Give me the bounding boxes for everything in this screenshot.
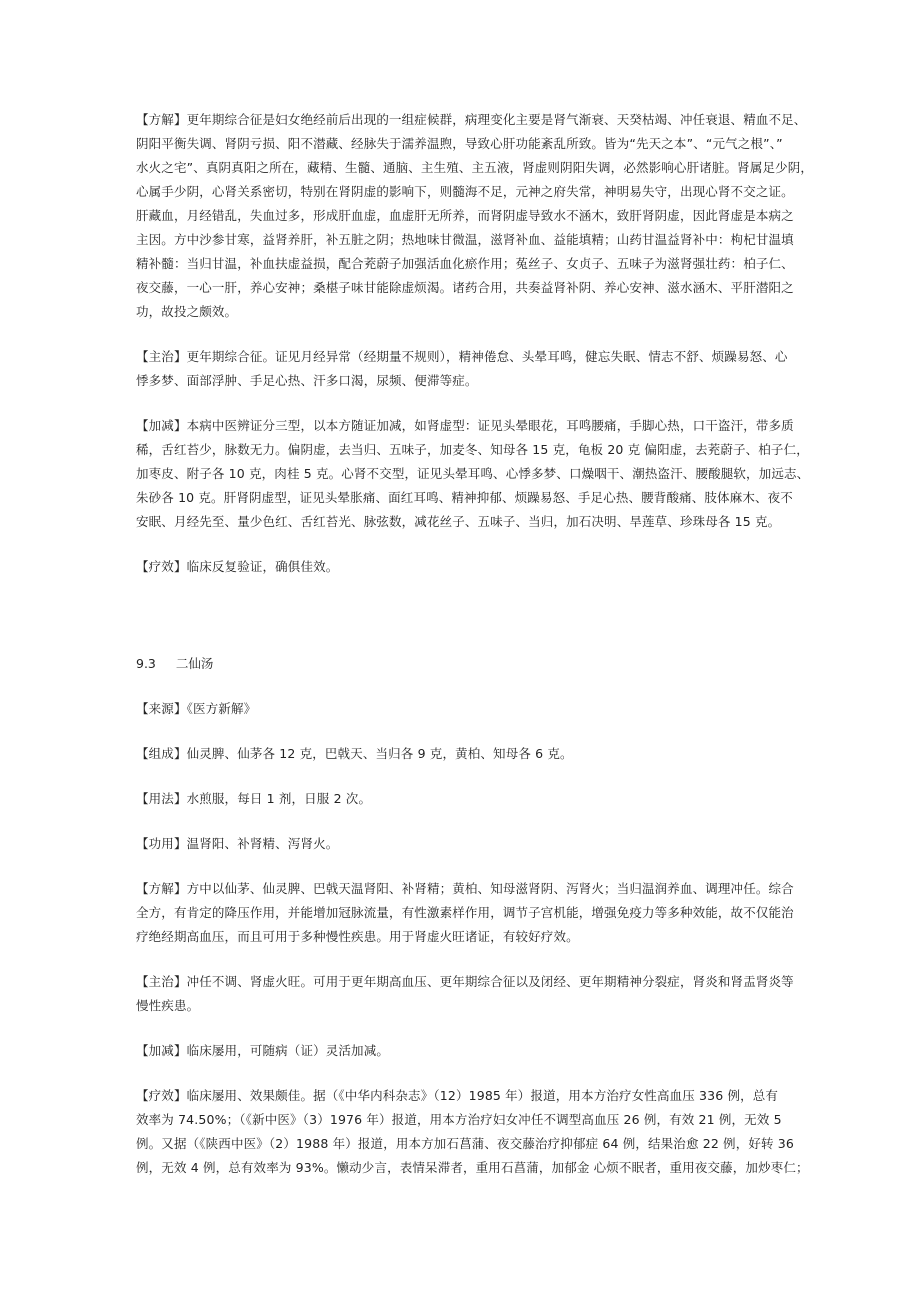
paragraph-line: 【加减】本病中医辨证分三型，以本方随证加减，如肾虚型：证见头晕眼花，耳鸣腰痛，手脚心热，口干盗汗，带多质 — [136, 418, 794, 433]
paragraph-line: 【组成】仙灵脾、仙茅各 12 克，巴戟天、当归各 9 克，黄柏、知母各 6 克。 — [136, 746, 573, 761]
paragraph-line: 【疗效】临床反复验证，确俱佳效。 — [136, 559, 339, 574]
paragraph-line: 心属手少阴，心肾关系密切，特别在肾阴虚的影响下，则髓海不足，元神之府失常，神明易失守，出现心肾不交之证。 — [136, 184, 794, 199]
paragraph-jiajian-1 — [136, 414, 810, 534]
paragraph-line: 【用法】水煎服，每日 1 剂，日服 2 次。 — [136, 791, 372, 806]
paragraph-zucheng — [136, 742, 796, 766]
paragraph-line: 夜交藤，一心一肝，养心安神；桑椹子味甘能除虚烦渴。诸药合用，共奏益肾补阴、养心安神、滋水涵木、平肝潜阳之 — [136, 280, 794, 295]
paragraph-line: 阴阳平衡失调、肾阴亏损、阳不潜藏、经脉失于濡养温煦，导致心肝功能紊乱所致。皆为“先天之本”、“元气之根”、” — [136, 136, 783, 151]
paragraph-line: 精补髓：当归甘温，补血扶虚益损，配合茺蔚子加强活血化瘀作用；菟丝子、女贞子、五味子为滋肾强壮药：柏子仁、 — [136, 256, 794, 271]
paragraph-jiajian-2 — [136, 1039, 796, 1063]
paragraph-line: 【来源】《医方新解》 — [136, 701, 257, 716]
paragraph-line: 功，故投之颇效。 — [136, 304, 238, 319]
paragraph-line: 安眠、月经先至、量少色红、舌红苔光、脉弦数，减花丝子、五味子、当归，加石决明、旱莲草、珍珠母各 15 克。 — [136, 514, 781, 529]
document-page — [136, 108, 814, 1201]
paragraph-liaoxiao-1 — [136, 555, 796, 579]
paragraph-line: 【方解】更年期综合征是妇女绝经前后出现的一组症候群，病理变化主要是肾气渐衰、天癸枯竭、冲任衰退、精血不足、 — [136, 112, 807, 127]
section-heading — [136, 652, 796, 676]
paragraph-line: 全方，有肯定的降压作用，并能增加冠脉流量，有性激素样作用，调节子宫机能，增强免疫力等多种效能，故不仅能治 — [136, 905, 794, 920]
paragraph-line: 【方解】方中以仙茅、仙灵脾、巴戟天温肾阳、补肾精；黄柏、知母滋肾阴、泻肾火；当归温润养血、调理冲任。综合 — [136, 881, 794, 896]
paragraph-gongyong — [136, 832, 796, 856]
paragraph-zhuzhi-2 — [136, 970, 796, 1018]
paragraph-line: 水火之宅”、真阴真阳之所在，藏精、生髓、通脑、主生殖、主五液，肾虚则阴阳失调，必然影响心肝诸脏。肾属足少阴， — [136, 160, 814, 175]
paragraph-line: 加枣皮、附子各 10 克，肉桂 5 克。心肾不交型，证见头晕耳鸣、心悸多梦、口燥咽干、潮热盗汗、腰酸腿软，加远志、 — [136, 466, 810, 481]
paragraph-line: 【主治】冲任不调、肾虚火旺。可用于更年期高血压、更年期综合征以及闭经、更年期精神分裂症，肾炎和肾盂肾炎等 — [136, 974, 794, 989]
paragraph-fangjie-2 — [136, 877, 796, 949]
paragraph-line: 效率为 74.50%；（《新中医》（3）1976 年）报道，用本方治疗妇女冲任不调型高血压 26 例，有效 21 例，无效 5 — [136, 1112, 782, 1127]
paragraph-line: 慢性疾患。 — [136, 998, 200, 1013]
section-title: 二仙汤 — [175, 656, 214, 671]
paragraph-line: 主因。方中沙参甘寒，益肾养肝，补五脏之阴；热地味甘微温，滋肾补血、益能填精；山药甘温益肾补中：枸杞甘温填 — [136, 232, 794, 247]
section-9-3-body — [136, 697, 809, 1180]
paragraph-laiyuan — [136, 697, 796, 721]
paragraph-line: 肝藏血，月经错乱，失血过多，形成肝血虚，血虚肝无所养，而肾阴虚导致水不涵木，致肝肾阴虚，因此肾虚是本病之 — [136, 208, 794, 223]
paragraph-liaoxiao-2 — [136, 1084, 809, 1180]
paragraph-yongfa — [136, 787, 796, 811]
paragraph-line: 疗绝经期高血压，而且可用于多种慢性疾患。用于肾虚火旺诸证，有较好疗效。 — [136, 929, 579, 944]
section-gap — [136, 600, 796, 652]
paragraph-line: 例。又据（《陕西中医》（2）1988 年）报道，用本方加石菖蒲、夜交藤治疗抑郁症 64 例，结果治愈 22 例，好转 36 — [136, 1136, 794, 1151]
section-9-2-body — [136, 108, 814, 579]
paragraph-line: 【功用】温肾阳、补肾精、泻肾火。 — [136, 836, 339, 851]
paragraph-line: 【疗效】临床屡用、效果颇佳。据（《中华内科杂志》（12）1985 年）报道，用本方治疗女性高血压 336 例，总有 — [136, 1088, 779, 1103]
section-number: 9.3 — [136, 656, 156, 671]
paragraph-fangjie-1 — [136, 108, 814, 324]
paragraph-line: 例，无效 4 例，总有效率为 93%。懒动少言，表情呆滞者，重用石菖蒲，加郁金 心烦不眠者，重用夜交藤，加炒枣仁； — [136, 1160, 809, 1175]
paragraph-zhuzhi-1 — [136, 345, 796, 393]
paragraph-line: 朱砂各 10 克。肝肾阴虚型，证见头晕胀痛、面红耳鸣、精神抑郁、烦躁易怒、手足心热、腰背酸痛、肢体麻木、夜不 — [136, 490, 793, 505]
paragraph-line: 悸多梦、面部浮肿、手足心热、汗多口渴，尿频、便滞等症。 — [136, 373, 478, 388]
paragraph-line: 稀，舌红苔少，脉数无力。偏阴虚，去当归、五味子，加麦冬、知母各 15 克，龟板 20 克 偏阳虚，去茺蔚子、柏子仁， — [136, 442, 809, 457]
paragraph-line: 【加减】临床屡用，可随病（证）灵活加减。 — [136, 1043, 390, 1058]
paragraph-line: 【主治】更年期综合征。证见月经异常（经期量不规则），精神倦怠、头晕耳鸣，健忘失眠、情志不舒、烦躁易怒、心 — [136, 349, 788, 364]
